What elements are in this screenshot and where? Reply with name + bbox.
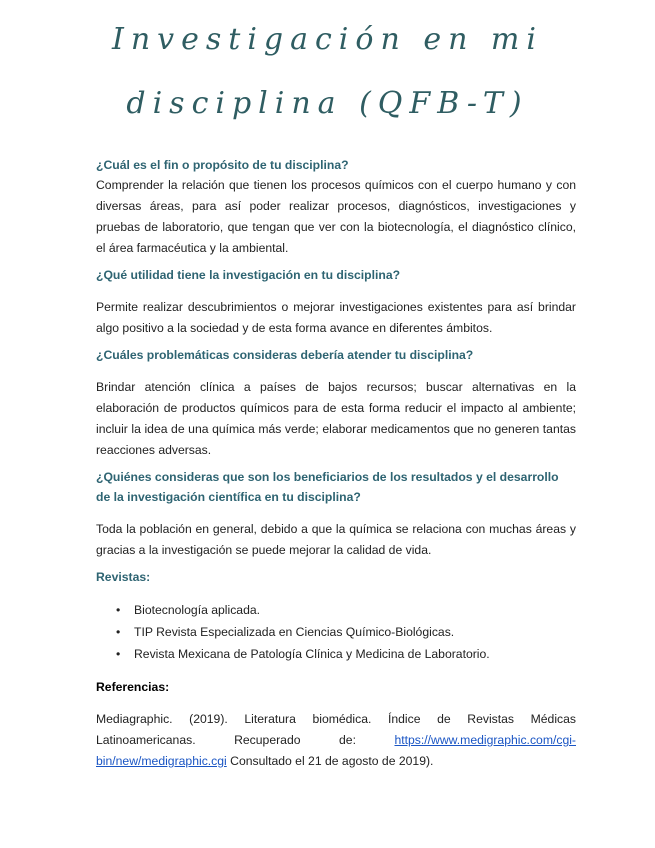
bullet-icon: • <box>116 647 121 661</box>
question-4: ¿Quiénes consideras que son los beneficiarios de los resultados y el desarrollo de la investigación científica en tu disciplina? <box>96 470 559 504</box>
document-body <box>96 155 576 772</box>
revista-1: Biotecnología aplicada. <box>134 603 261 617</box>
reference-text: Mediagraphic. (2019). Literatura biomédica. Índice de Revistas Médicas Latinoamericanas. Recuperado de: <box>96 712 576 747</box>
reference-link[interactable]: https://www.medigraphic.com/cgi-bin/new/medigraphic.cgi <box>96 733 576 768</box>
reference-entry <box>96 709 576 772</box>
revistas-list <box>96 599 576 665</box>
reference-consulted: Consultado el 21 de agosto de 2019). <box>226 754 434 768</box>
revista-2: TIP Revista Especializada en Ciencias Químico-Biológicas. <box>134 625 455 639</box>
question-3: ¿Cuáles problemáticas consideras debería atender tu disciplina? <box>96 348 474 362</box>
bullet-icon: • <box>116 603 121 617</box>
list-item <box>96 621 576 643</box>
referencias-heading: Referencias: <box>96 680 170 694</box>
bullet-icon: • <box>116 625 121 639</box>
list-item <box>96 599 576 621</box>
revistas-heading: Revistas: <box>96 570 151 584</box>
document-title-line-2: disciplina (QFB-T) <box>126 86 529 121</box>
answer-2: Permite realizar descubrimientos o mejorar investigaciones existentes para así brindar algo positivo a la sociedad y de esta forma avance en diferentes ámbitos. <box>96 300 576 335</box>
answer-4: Toda la población en general, debido a que la química se relaciona con muchas áreas y gracias a la investigación se puede mejorar la calidad de vida. <box>96 522 576 557</box>
document-title-line-1: Investigación en mi <box>112 22 543 57</box>
answer-3: Brindar atención clínica a países de bajos recursos; buscar alternativas en la elaboración de productos químicos para de esta forma reducir el impacto al ambiente; incluir la idea de una química más verde; elaborar medicamentos que no generen tantas reacciones adversas. <box>96 380 576 457</box>
answer-1: Comprender la relación que tienen los procesos químicos con el cuerpo humano y con diversas áreas, para así poder realizar procesos, diagnósticos, investigaciones y pruebas de laboratorio, que tengan que ver con la biotecnología, el diagnóstico clínico, el área farmacéutica y la ambiental. <box>96 178 576 255</box>
revista-3: Revista Mexicana de Patología Clínica y Medicina de Laboratorio. <box>134 647 490 661</box>
question-1: ¿Cuál es el fin o propósito de tu disciplina? <box>96 158 349 172</box>
question-2: ¿Qué utilidad tiene la investigación en tu disciplina? <box>96 268 401 282</box>
list-item <box>96 643 576 665</box>
